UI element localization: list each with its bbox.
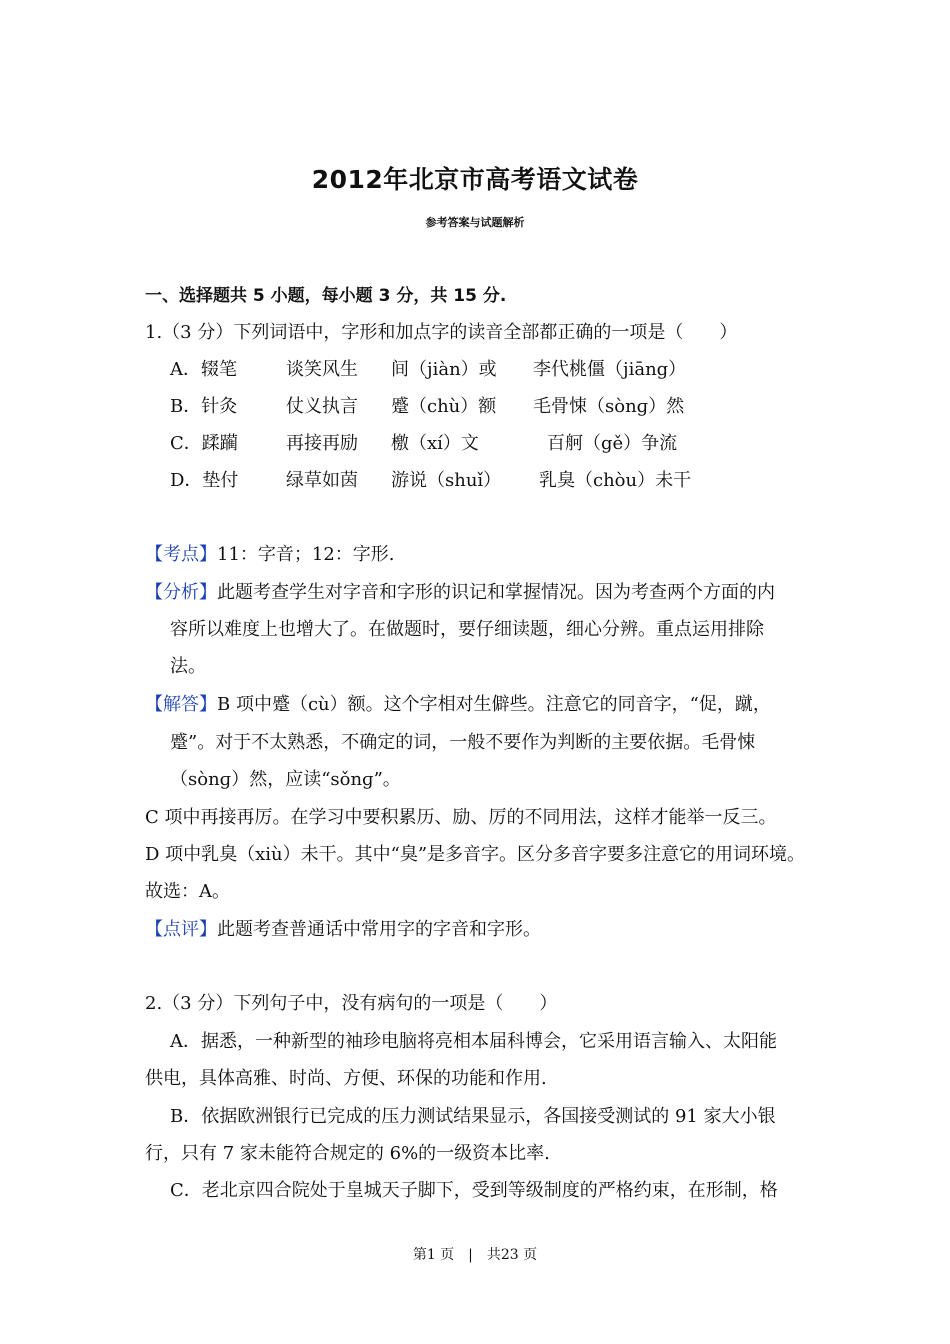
jieda-c-line: C 项中再接再厉。在学习中要积累历、励、厉的不同用法，这样才能举一反三。 (145, 807, 777, 828)
question-2-option-c-line-1: C．老北京四合院处于皇城天子脚下，受到等级制度的严格约束，在形制，格 (170, 1180, 778, 1201)
option-word: 谈笑风生 (286, 359, 358, 380)
option-word: 蹙（chù）额 (391, 396, 497, 417)
question-2-stem: 2.（3 分）下列句子中，没有病句的一项是（ ） (145, 993, 558, 1014)
document-title: 2012年北京市高考语文试卷 (311, 165, 639, 194)
kaodian-text: 11：字音；12：字形. (217, 544, 395, 565)
option-word: 绿草如茵 (286, 470, 358, 491)
page-footer: 第1 页 | 共23 页 (412, 1247, 538, 1263)
question-2-option-a-line-2: 供电，具体高雅、时尚、方便、环保的功能和作用. (145, 1068, 547, 1089)
answer-line: 故选：A。 (145, 881, 230, 902)
option-label: A．辍笔 (170, 359, 237, 380)
fenxi-tag: 【分析】 (145, 582, 217, 603)
question-2-option-b-line-2: 行，只有 7 家未能符合规定的 6%的一级资本比率. (145, 1143, 550, 1164)
question-1-stem: 1.（3 分）下列词语中，字形和加点字的读音全部都正确的一项是（ ） (145, 322, 738, 343)
option-word: 毛骨悚（sònɡ）然 (533, 396, 685, 417)
dianping-tag: 【点评】 (145, 919, 217, 940)
fenxi-text-2: 容所以难度上也增大了。在做题时，要仔细读题，细心分辨。重点运用排除 (170, 619, 764, 640)
option-word: 仗义执言 (286, 396, 358, 417)
document-subtitle: 参考答案与试题解析 (425, 216, 525, 229)
jieda-text-3: （sònɡ）然，应读“sǒnɡ”。 (170, 769, 401, 790)
kaodian-line (145, 543, 395, 567)
jieda-d-line: D 项中乳臭（xiù）未干。其中“臭”是多音字。区分多音字要多注意它的用词环境。 (145, 844, 806, 865)
option-word: 游说（shuǐ） (391, 470, 502, 491)
option-word: 檄（xí）文 (391, 433, 479, 454)
option-label: B．针灸 (170, 396, 238, 417)
option-word: 间（jiàn）或 (391, 359, 497, 380)
jieda-text-2: 蹙”。对于不太熟悉，不确定的词，一般不要作为判断的主要依据。毛骨悚 (170, 732, 756, 753)
section-heading: 一、选择题共 5 小题，每小题 3 分，共 15 分. (145, 286, 507, 306)
option-word: 乳臭（chòu）未干 (539, 470, 692, 491)
option-label: D．垫付 (170, 470, 239, 491)
question-2-option-a-line-1: A．据悉，一种新型的袖珍电脑将亮相本届科博会，它采用语言输入、太阳能 (170, 1031, 777, 1052)
jieda-line (145, 693, 771, 717)
dianping-text: 此题考查普通话中常用字的字音和字形。 (217, 919, 541, 940)
fenxi-text-3: 法。 (170, 656, 206, 677)
fenxi-line (145, 581, 775, 605)
option-word: 李代桃僵（jiāng） (533, 359, 687, 380)
jieda-tag: 【解答】 (145, 694, 217, 715)
option-word: 百舸（gě）争流 (547, 433, 678, 454)
option-word: 再接再励 (286, 433, 358, 454)
dianping-line (145, 918, 541, 942)
kaodian-tag: 【考点】 (145, 544, 217, 565)
jieda-text: B 项中蹙（cù）额。这个字相对生僻些。注意它的同音字，“促，蹴， (217, 694, 771, 715)
question-2-option-b-line-1: B．依据欧洲银行已完成的压力测试结果显示，各国接受测试的 91 家大小银 (170, 1106, 776, 1127)
fenxi-text: 此题考查学生对字音和字形的识记和掌握情况。因为考查两个方面的内 (217, 582, 775, 603)
option-label: C．蹂躏 (170, 433, 238, 454)
